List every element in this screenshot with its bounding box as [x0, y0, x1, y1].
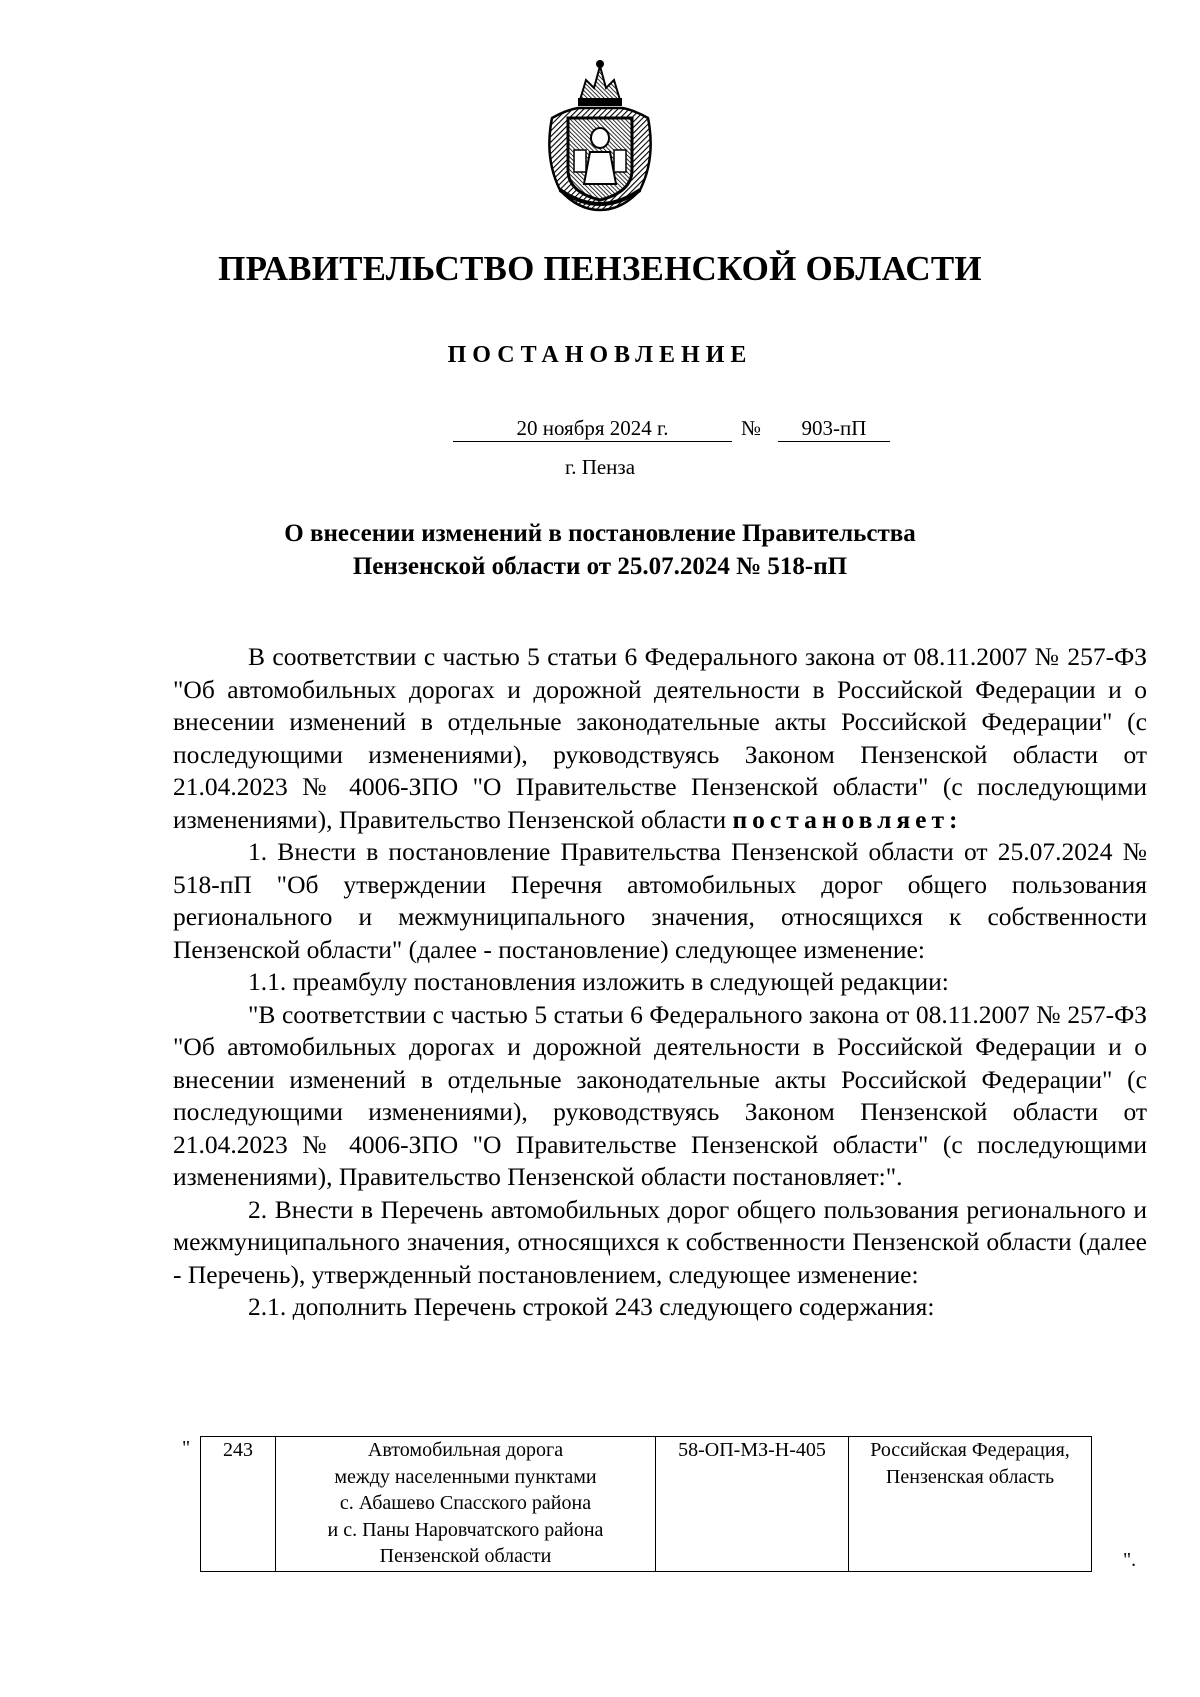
table-row	[201, 1437, 1092, 1572]
road-name-line: между населенными пунктами	[334, 1465, 597, 1488]
document-date: 20 ноября 2024 г.	[453, 415, 732, 442]
coat-of-arms-emblem	[538, 58, 662, 212]
decrees-word: постановляет:	[732, 804, 963, 834]
opening-quote: "	[182, 1437, 191, 1459]
ownership-cell	[849, 1437, 1092, 1572]
document-city: г. Пенза	[564, 455, 636, 479]
document-body	[173, 641, 1147, 1324]
penza-coat-of-arms-icon	[538, 58, 662, 212]
document-type: ПОСТАНОВЛЕНИЕ	[447, 342, 753, 368]
item-2-paragraph: 2. Внести в Перечень автомобильных дорог общего пользования регионального и межмуниципального значения, относящихся к собственности Пензенской области (далее - Перечень), утвержденный постановлением, следующее изменение:	[173, 1194, 1147, 1289]
number-sign: №	[741, 416, 762, 440]
item-1-1-paragraph: 1.1. преамбулу постановления изложить в следующей редакции:	[248, 967, 949, 996]
ownership-line: Российская Федерация,	[870, 1439, 1070, 1461]
road-list-row-insert	[182, 1436, 1160, 1576]
subject-line-2: Пензенской области от 25.07.2024 № 518-пП	[352, 553, 848, 580]
road-id-cell: 58-ОП-МЗ-Н-405	[656, 1437, 849, 1572]
preamble-text: В соответствии с частью 5 статьи 6 Федерального закона от 08.11.2007 № 257-ФЗ "Об автомобильных дорогах и дорожной деятельности в Российской Федерации и о внесении изменений в отдельные законодательные акты Российской Федерации" (с последующими изменениями), руководствуясь Законом Пензенской области от 21.04.2023 № 4006-ЗПО "О Правительстве Пензенской области" (с последующими изменениями), Правительство Пензенской области	[173, 642, 1147, 834]
road-table	[200, 1436, 1092, 1572]
item-2-1-paragraph: 2.1. дополнить Перечень строкой 243 следующего содержания:	[248, 1292, 935, 1321]
item-1-1-quoted-text: "В соответствии с частью 5 статьи 6 Федерального закона от 08.11.2007 № 257-ФЗ "Об автомобильных дорогах и дорожной деятельности в Российской Федерации и о внесении изменений в отдельные законодательные акты Российской Федерации" (с последующими изменениями), руководствуясь Законом Пензенской области от 21.04.2023 № 4006-ЗПО "О Правительстве Пензенской области" (с последующими изменениями), Правительство Пензенской области постановляет:".	[173, 999, 1147, 1191]
road-name-line: с. Абашево Спасского района	[339, 1492, 592, 1514]
road-name-line: Пензенской области	[379, 1545, 552, 1567]
closing-quote: ".	[1123, 1549, 1137, 1571]
ownership-line: Пензенская область	[885, 1465, 1055, 1488]
row-number-cell: 243	[201, 1437, 276, 1572]
document-subject	[0, 517, 1200, 583]
government-title: ПРАВИТЕЛЬСТВО ПЕНЗЕНСКОЙ ОБЛАСТИ	[218, 249, 982, 288]
preamble-paragraph	[173, 641, 1147, 836]
road-name-line: Автомобильная дорога	[367, 1439, 564, 1461]
subject-line-1: О внесении изменений в постановление Правительства	[284, 520, 916, 547]
document-number: 903-пП	[778, 415, 890, 442]
road-name-cell	[276, 1437, 656, 1572]
road-name-line: и с. Паны Наровчатского района	[327, 1518, 604, 1541]
item-1-paragraph: 1. Внести в постановление Правительства Пензенской области от 25.07.2024 № 518-пП "Об утверждении Перечня автомобильных дорог общего пользования регионального и межмуниципального значения, относящихся к собственности Пензенской области" (далее - постановление) следующее изменение:	[173, 837, 1147, 964]
